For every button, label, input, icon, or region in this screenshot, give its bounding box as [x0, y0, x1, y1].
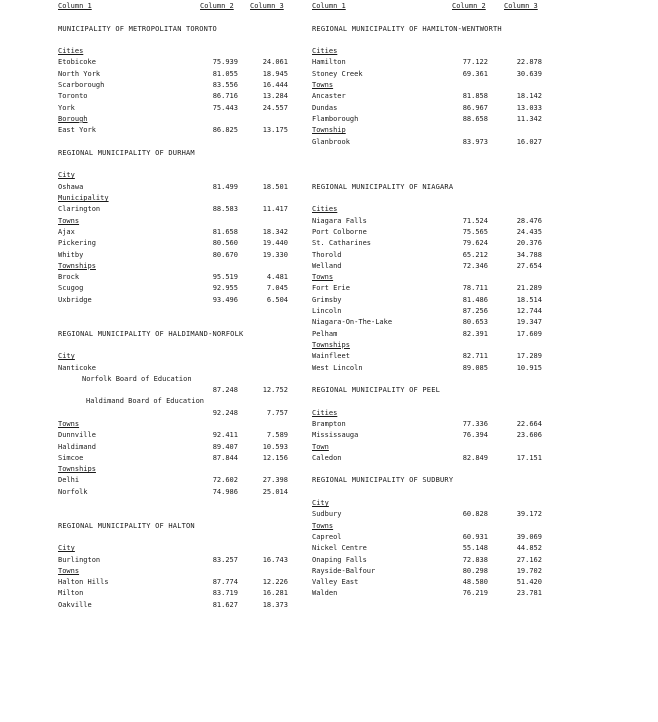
category-city: City	[58, 544, 75, 553]
table-row: Haldimand 89.407 10.593	[58, 442, 288, 451]
header-column-2: Column 2	[452, 2, 486, 10]
table-row: Walden 76.219 23.781	[312, 589, 542, 598]
section-title-peel: REGIONAL MUNICIPALITY OF PEEL	[312, 386, 441, 395]
table-row: Toronto 86.716 13.284	[58, 92, 288, 101]
category-towns: Towns	[58, 419, 80, 428]
category-townships: Townships	[312, 340, 350, 349]
table-row: 87.248 12.752	[212, 386, 288, 395]
column-headers	[58, 1, 290, 12]
category-towns: Towns	[312, 81, 334, 90]
table-row: Clarington 88.583 11.417	[58, 205, 288, 214]
table-row: Scugog 92.955 7.045	[58, 284, 288, 293]
category-city: City	[58, 352, 75, 361]
category-township: Township	[312, 126, 346, 135]
table-row: Simcoe 87.844 12.156	[58, 453, 288, 462]
header-column-3: Column 3	[504, 2, 538, 10]
category-city: City	[58, 171, 75, 180]
table-row: Ajax 81.658 18.342	[58, 227, 288, 236]
section-title-haldimand-norfolk: REGIONAL MUNICIPALITY OF HALDIMAND-NORFOLK	[58, 329, 244, 338]
table-row: Stoney Creek 69.361 30.639	[312, 69, 542, 78]
category-cities: Cities	[58, 47, 84, 56]
category-towns: Towns	[312, 521, 334, 530]
section-title-hamilton-wentworth: REGIONAL MUNICIPALITY OF HAMILTON-WENTWORTH	[312, 24, 502, 33]
section-title-toronto: MUNICIPALITY OF METROPOLITAN TORONTO	[58, 24, 217, 33]
table-row: Dundas 86.967 13.033	[312, 103, 542, 112]
category-municipality: Municipality	[58, 194, 109, 203]
column-headers	[312, 1, 544, 12]
table-row: Brock 95.519 4.481	[58, 273, 288, 282]
table-row: Uxbridge 93.496 6.504	[58, 295, 288, 304]
table-row: Oakville 81.627 18.373	[58, 600, 288, 609]
table-row: St. Catharines 79.624 20.376	[312, 239, 542, 248]
category-cities: Cities	[312, 408, 338, 417]
left-column	[58, 1, 290, 611]
category-town: Town	[312, 442, 329, 451]
table-row: Grimsby 81.486 18.514	[312, 295, 542, 304]
table-row: Thorold 65.212 34.788	[312, 250, 542, 259]
table-row: 92.248 7.757	[212, 408, 288, 417]
board-label: Haldimand Board of Education	[86, 397, 205, 406]
table-row: Dunnville 92.411 7.589	[58, 431, 288, 440]
table-row: Ancaster 81.858 18.142	[312, 92, 542, 101]
category-townships: Townships	[58, 465, 96, 474]
table-row: Sudbury 60.828 39.172	[312, 510, 542, 519]
header-column-2: Column 2	[200, 2, 234, 10]
city-name: Nanticoke	[58, 363, 96, 372]
table-row: East York 86.825 13.175	[58, 126, 288, 135]
table-row: Etobicoke 75.939 24.061	[58, 58, 288, 67]
table-row: York 75.443 24.557	[58, 103, 288, 112]
header-column-3: Column 3	[250, 2, 284, 10]
table-row: Flamborough 88.658 11.342	[312, 114, 542, 123]
table-row: Nickel Centre 55.148 44.852	[312, 544, 542, 553]
table-row: Halton Hills 87.774 12.226	[58, 578, 288, 587]
table-row: Delhi 72.602 27.398	[58, 476, 288, 485]
table-row: North York 81.055 18.945	[58, 69, 288, 78]
table-row: Milton 83.719 16.281	[58, 589, 288, 598]
category-cities: Cities	[312, 205, 338, 214]
table-row: Valley East 48.580 51.420	[312, 578, 542, 587]
table-row: Onaping Falls 72.838 27.162	[312, 555, 542, 564]
header-column-1: Column 1	[58, 2, 92, 10]
table-row: Pickering 80.560 19.440	[58, 239, 288, 248]
category-towns: Towns	[312, 273, 334, 282]
table-row: Niagara-On-The-Lake 80.653 19.347	[312, 318, 542, 327]
section-title-sudbury: REGIONAL MUNICIPALITY OF SUDBURY	[312, 476, 454, 485]
category-towns: Towns	[58, 216, 80, 225]
table-row: Glanbrook 83.973 16.027	[312, 137, 542, 146]
table-row: Caledon 82.849 17.151	[312, 453, 542, 462]
table-row: Lincoln 87.256 12.744	[312, 307, 542, 316]
table-row: Whitby 80.670 19.330	[58, 250, 288, 259]
table-row: Wainfleet 82.711 17.289	[312, 352, 542, 361]
table-row: Mississauga 76.394 23.606	[312, 431, 542, 440]
table-row: Norfolk 74.986 25.014	[58, 487, 288, 496]
header-column-1: Column 1	[312, 2, 346, 10]
table-row: Welland 72.346 27.654	[312, 261, 542, 270]
table-row: Burlington 83.257 16.743	[58, 555, 288, 564]
category-towns: Towns	[58, 566, 80, 575]
board-label: Norfolk Board of Education	[82, 374, 192, 383]
table-row: Port Colborne 75.565 24.435	[312, 227, 542, 236]
right-column	[312, 1, 544, 600]
section-title-halton: REGIONAL MUNICIPALITY OF HALTON	[58, 521, 195, 530]
table-row: Pelham 82.391 17.609	[312, 329, 542, 338]
section-title-niagara: REGIONAL MUNICIPALITY OF NIAGARA	[312, 182, 454, 191]
category-borough: Borough	[58, 114, 88, 123]
table-row: Oshawa 81.499 18.501	[58, 182, 288, 191]
table-row: Fort Erie 78.711 21.289	[312, 284, 542, 293]
table-row: Capreol 60.931 39.069	[312, 532, 542, 541]
category-townships: Townships	[58, 261, 96, 270]
table-row: Scarborough 83.556 16.444	[58, 81, 288, 90]
category-cities: Cities	[312, 47, 338, 56]
table-row: Niagara Falls 71.524 28.476	[312, 216, 542, 225]
section-title-durham: REGIONAL MUNICIPALITY OF DURHAM	[58, 148, 195, 157]
toronto-cities	[58, 57, 290, 113]
category-city: City	[312, 499, 329, 508]
table-row: Rayside-Balfour 80.298 19.702	[312, 566, 542, 575]
table-row: Hamilton 77.122 22.878	[312, 58, 542, 67]
table-row: Brampton 77.336 22.664	[312, 419, 542, 428]
table-row: West Lincoln 89.085 10.915	[312, 363, 542, 372]
